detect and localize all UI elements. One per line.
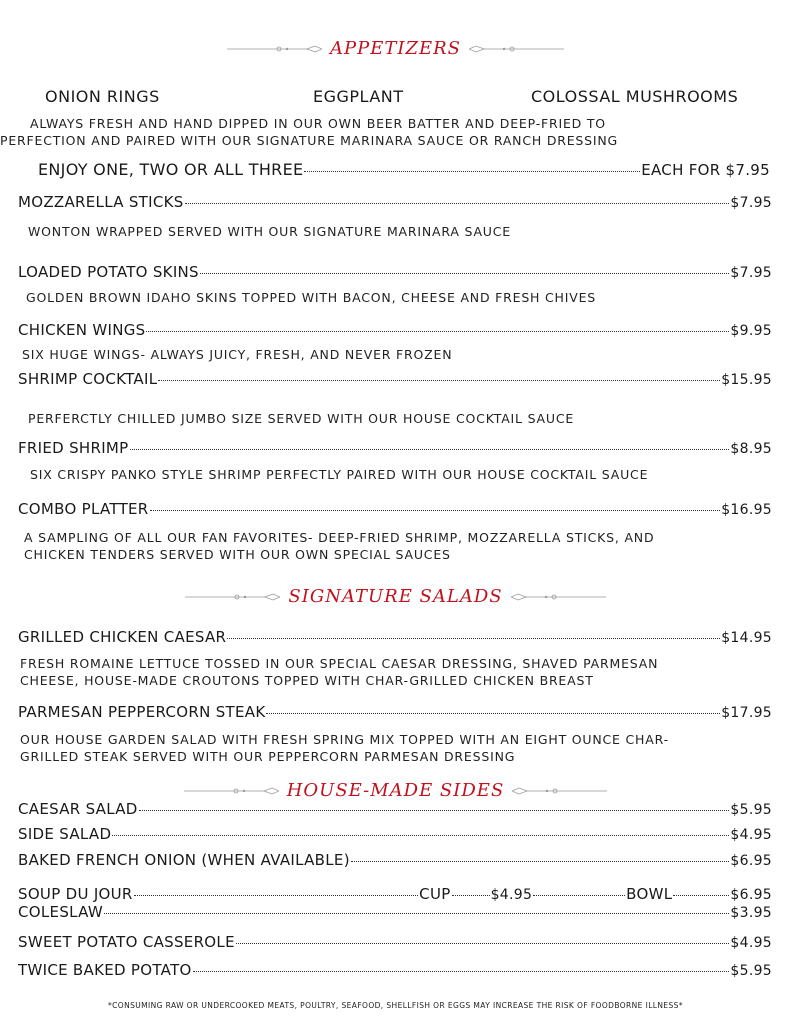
item-name: SIDE SALAD [18, 825, 112, 843]
trio-item-colossal-mushrooms: COLOSSAL MUSHROOMS [531, 87, 739, 106]
item-price: $8.95 [730, 441, 772, 457]
item-name: CAESAR SALAD [18, 800, 138, 818]
dot-leader [304, 171, 640, 172]
cup-price: $4.95 [490, 887, 533, 903]
dot-leader [146, 331, 729, 332]
item-desc-line2: CHEESE, HOUSE-MADE CROUTONS TOPPED WITH CHAR-GRILLED CHICKEN BREAST [20, 673, 594, 688]
side-item-twice-baked-potato [18, 961, 772, 979]
item-desc-line2: GRILLED STEAK SERVED WITH OUR PEPPERCORN PARMESAN DRESSING [20, 749, 516, 764]
trio-desc-line1: ALWAYS FRESH AND HAND DIPPED IN OUR OWN BEER BATTER AND DEEP-FRIED TO [30, 116, 606, 131]
menu-item-potato-skins [18, 263, 772, 281]
menu-item-parmesan-peppercorn-steak [18, 703, 772, 721]
dot-leader [227, 638, 720, 639]
item-desc: PERFERCTLY CHILLED JUMBO SIZE SERVED WITH OUR HOUSE COCKTAIL SAUCE [28, 411, 575, 426]
right-flourish-icon [511, 592, 606, 602]
item-price: $6.95 [730, 853, 772, 869]
item-price: $14.95 [721, 630, 772, 646]
dot-leader [112, 835, 729, 836]
left-flourish-icon [227, 44, 322, 54]
trio-desc-line2: PERFECTION AND PAIRED WITH OUR SIGNATURE MARINARA SAUCE OR RANCH DRESSING [0, 133, 619, 148]
item-name: GRILLED CHICKEN CAESAR [18, 628, 227, 646]
sides-heading [0, 780, 791, 801]
side-item-caesar-salad [18, 800, 772, 818]
section-title: SIGNATURE SALADS [288, 586, 503, 607]
dot-leader [452, 895, 490, 896]
appetizers-heading [0, 38, 791, 59]
dot-leader [193, 971, 730, 972]
side-item-coleslaw [18, 903, 772, 921]
dot-leader [266, 713, 720, 714]
item-desc-line2: CHICKEN TENDERS SERVED WITH OUR OWN SPECIAL SAUCES [24, 547, 451, 562]
side-item-french-onion [18, 851, 772, 869]
dot-leader [104, 913, 729, 914]
item-name: SOUP DU JOUR [18, 885, 133, 903]
item-name: SWEET POTATO CASSEROLE [18, 933, 235, 951]
dot-leader [533, 895, 625, 896]
item-price: $5.95 [730, 963, 772, 979]
left-flourish-icon [184, 786, 279, 796]
bowl-label: BOWL [626, 885, 673, 903]
trio-offer: ENJOY ONE, TWO OR ALL THREE [38, 160, 304, 179]
dot-leader [351, 861, 730, 862]
item-price: $4.95 [730, 935, 772, 951]
dot-leader [236, 943, 730, 944]
trio-item-onion-rings: ONION RINGS [45, 87, 160, 106]
item-price: $5.95 [730, 802, 772, 818]
salads-heading [0, 586, 791, 607]
item-name: CHICKEN WINGS [18, 321, 146, 339]
item-name: PARMESAN PEPPERCORN STEAK [18, 703, 266, 721]
menu-item-mozzarella [18, 193, 772, 211]
left-flourish-icon [185, 592, 280, 602]
menu-item-chicken-wings [18, 321, 772, 339]
dot-leader [130, 449, 730, 450]
dot-leader [158, 380, 720, 381]
item-desc-line1: FRESH ROMAINE LETTUCE TOSSED IN OUR SPECIAL CAESAR DRESSING, SHAVED PARMESAN [20, 656, 659, 671]
item-price: $17.95 [721, 705, 772, 721]
item-name: LOADED POTATO SKINS [18, 263, 199, 281]
section-title: APPETIZERS [329, 38, 461, 59]
side-item-sweet-potato-casserole [18, 933, 772, 951]
item-name: COLESLAW [18, 903, 104, 921]
item-name: MOZZARELLA STICKS [18, 193, 184, 211]
item-desc: WONTON WRAPPED SERVED WITH OUR SIGNATURE MARINARA SAUCE [28, 224, 511, 239]
right-flourish-icon [469, 44, 564, 54]
trio-item-eggplant: EGGPLANT [313, 87, 404, 106]
menu-item-grilled-chicken-caesar [18, 628, 772, 646]
bowl-price: $6.95 [730, 887, 772, 903]
cup-label: CUP [419, 885, 451, 903]
right-flourish-icon [512, 786, 607, 796]
dot-leader [150, 510, 721, 511]
item-desc: SIX CRISPY PANKO STYLE SHRIMP PERFECTLY PAIRED WITH OUR HOUSE COCKTAIL SAUCE [30, 467, 649, 482]
item-name: BAKED FRENCH ONION (WHEN AVAILABLE) [18, 851, 350, 869]
item-price: $16.95 [721, 502, 772, 518]
item-name: FRIED SHRIMP [18, 439, 129, 457]
dot-leader [673, 895, 729, 896]
item-desc: GOLDEN BROWN IDAHO SKINS TOPPED WITH BACON, CHEESE AND FRESH CHIVES [26, 290, 597, 305]
dot-leader [185, 203, 730, 204]
menu-item-shrimp-cocktail [18, 370, 772, 388]
item-price: $3.95 [730, 905, 772, 921]
side-item-side-salad [18, 825, 772, 843]
item-price: $4.95 [730, 827, 772, 843]
item-name: SHRIMP COCKTAIL [18, 370, 158, 388]
item-price: $15.95 [721, 372, 772, 388]
item-name: TWICE BAKED POTATO [18, 961, 192, 979]
item-desc: SIX HUGE WINGS- ALWAYS JUICY, FRESH, AND NEVER FROZEN [22, 347, 453, 362]
food-safety-footnote: *CONSUMING RAW OR UNDERCOOKED MEATS, POULTRY, SEAFOOD, SHELLFISH OR EGGS MAY INCREASE THE RISK OF FOODBORNE ILLNESS* [108, 1001, 683, 1010]
dot-leader [134, 895, 419, 896]
item-desc-line1: OUR HOUSE GARDEN SALAD WITH FRESH SPRING MIX TOPPED WITH AN EIGHT OUNCE CHAR- [20, 732, 669, 747]
trio-offer-price: EACH FOR $7.95 [641, 161, 770, 179]
side-item-soup-du-jour [18, 885, 772, 903]
item-price: $7.95 [730, 265, 772, 281]
section-title: HOUSE-MADE SIDES [286, 780, 505, 801]
item-price: $9.95 [730, 323, 772, 339]
dot-leader [200, 273, 730, 274]
trio-offer-row [38, 160, 770, 179]
item-price: $7.95 [730, 195, 772, 211]
item-desc-line1: A SAMPLING OF ALL OUR FAN FAVORITES- DEEP-FRIED SHRIMP, MOZZARELLA STICKS, AND [24, 530, 655, 545]
menu-item-fried-shrimp [18, 439, 772, 457]
menu-item-combo-platter [18, 500, 772, 518]
dot-leader [139, 810, 730, 811]
item-name: COMBO PLATTER [18, 500, 149, 518]
